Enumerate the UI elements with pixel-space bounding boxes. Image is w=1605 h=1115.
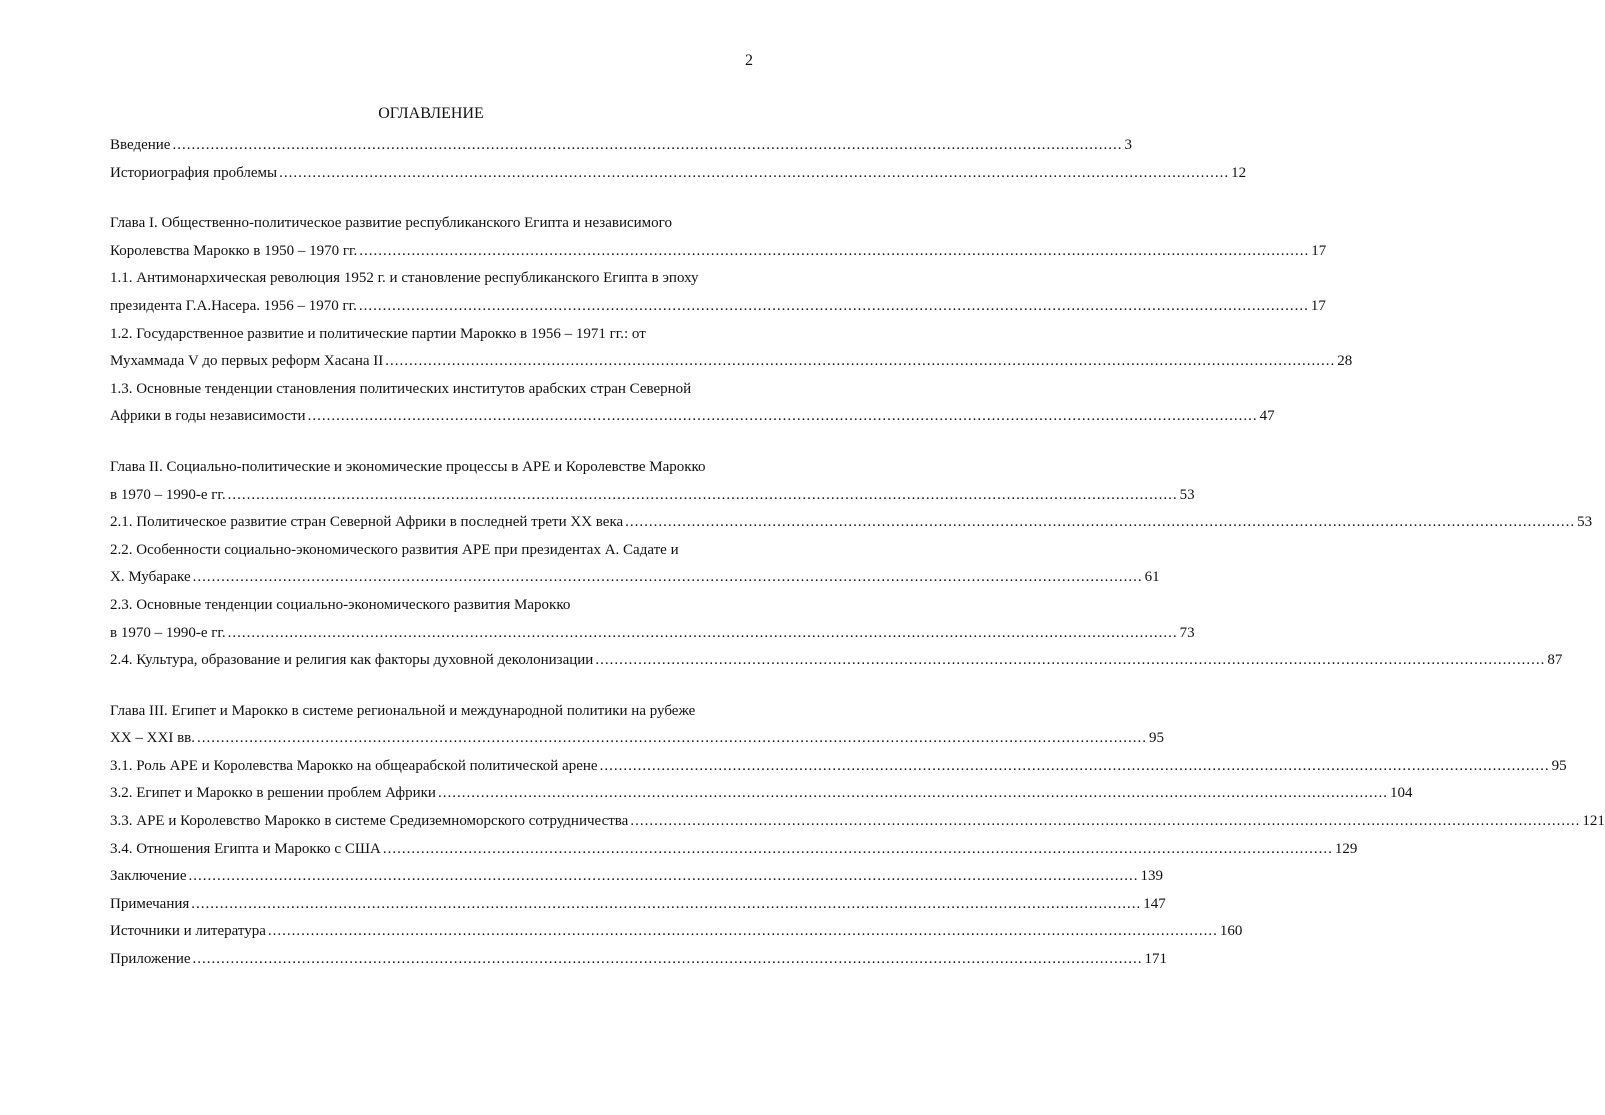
toc-entry-title: Заключение	[110, 868, 187, 885]
toc-entry[interactable]	[110, 321, 1353, 376]
toc-entry-page: 17	[1311, 242, 1327, 259]
dot-leader: ........................................................................................................................................................................................................	[625, 514, 1576, 531]
toc-entry-title: Приложение	[110, 951, 191, 968]
toc-entry[interactable]	[110, 592, 1195, 647]
toc-entry[interactable]	[110, 780, 1413, 808]
section-spacer	[110, 431, 754, 454]
toc-entry-page: 47	[1259, 408, 1275, 425]
toc-entry-page: 73	[1179, 624, 1195, 641]
toc-entry-title: Введение	[110, 137, 171, 153]
toc-entry-title: 3.4. Отношения Египта и Марокко с США	[110, 840, 381, 857]
dot-leader: ........................................................................................................................................................................................................	[267, 923, 1218, 940]
toc-entry-title: Королевства Марокко в 1950 – 1970 гг.	[110, 242, 358, 259]
toc-entry[interactable]	[110, 698, 1164, 753]
toc-entry-title: Историография проблемы	[110, 164, 278, 181]
toc-entry[interactable]	[110, 647, 1563, 675]
toc-entry-page: 28	[1337, 353, 1353, 370]
toc-entry[interactable]	[110, 918, 1243, 946]
dot-leader: ........................................................................................................................................................................................................	[595, 652, 1546, 669]
toc-entry-title: Мухаммада V до первых реформ Хасана II	[110, 353, 384, 370]
toc-entry-page: 171	[1144, 951, 1168, 968]
toc-entry-title: 3.1. Роль АРЕ и Королевства Марокко на общеарабской политической арене	[110, 757, 598, 774]
table-of-contents	[110, 132, 1605, 974]
toc-entry-page: 147	[1143, 895, 1166, 912]
dot-leader: ........................................................................................................................................................................................................	[197, 730, 1147, 747]
dot-leader: ........................................................................................................................................................................................................	[385, 353, 1336, 370]
toc-entry[interactable]	[110, 537, 1160, 592]
section-spacer	[110, 187, 754, 210]
dot-leader: ........................................................................................................................................................................................................	[382, 840, 1333, 857]
dot-leader: ........................................................................................................................................................................................................	[279, 164, 1230, 181]
toc-entry-title: XX – XXI вв.	[110, 730, 195, 747]
toc-entry-title: 1.1. Антимонархическая революция 1952 г. и становление республиканского Египта в эпоху	[110, 270, 699, 287]
toc-entry-title: 3.2. Египет и Марокко в решении проблем Африки	[110, 785, 436, 802]
toc-entry[interactable]	[110, 891, 1166, 919]
toc-entry[interactable]	[110, 808, 1605, 836]
toc-entry[interactable]	[110, 509, 1593, 537]
toc-entry[interactable]	[110, 836, 1358, 864]
toc-entry-page: 3	[1124, 137, 1132, 153]
dot-leader: ........................................................................................................................................................................................................	[307, 408, 1258, 425]
dot-leader: ........................................................................................................................................................................................................	[599, 757, 1550, 774]
dot-leader: ........................................................................................................................................................................................................	[227, 624, 1178, 641]
toc-entry[interactable]	[110, 160, 1247, 188]
toc-entry-title: Х. Мубараке	[110, 569, 191, 586]
dot-leader: ........................................................................................................................................................................................................	[191, 895, 1142, 912]
toc-entry-title: 1.2. Государственное развитие и политические партии Марокко в 1956 – 1971 гг.: от	[110, 325, 646, 342]
dot-leader: ........................................................................................................................................................................................................	[188, 868, 1139, 885]
toc-entry-page: 12	[1231, 164, 1247, 181]
toc-entry[interactable]	[110, 946, 1168, 974]
toc-entry-page: 87	[1547, 652, 1563, 669]
toc-entry[interactable]	[110, 753, 1567, 781]
dot-leader: ........................................................................................................................................................................................................	[192, 951, 1143, 968]
toc-entry-title: президента Г.А.Насера. 1956 – 1970 гг.	[110, 297, 357, 314]
toc-entry-title: 2.2. Особенности социально-экономического развития АРЕ при президентах А. Садате и	[110, 541, 679, 558]
toc-entry-page: 121	[1582, 813, 1605, 830]
toc-entry-page: 160	[1219, 923, 1243, 940]
toc-entry[interactable]	[110, 132, 1132, 160]
toc-entry-title: 3.3. АРЕ и Королевство Марокко в системе Средиземноморского сотрудничества	[110, 813, 629, 830]
toc-entry-page: 53	[1179, 486, 1195, 503]
dot-leader: ........................................................................................................................................................................................................	[172, 137, 1123, 153]
toc-entry[interactable]	[110, 265, 1326, 320]
toc-entry-title: 1.3. Основные тенденции становления политических институтов арабских стран Северной	[110, 380, 692, 397]
toc-entry-title: Глава I. Общественно-политическое развитие республиканского Египта и независимого	[110, 215, 672, 232]
toc-entry[interactable]	[110, 376, 1275, 431]
toc-entry-title: в 1970 – 1990-е гг.	[110, 624, 226, 641]
dot-leader: ........................................................................................................................................................................................................	[359, 242, 1310, 259]
toc-entry-page: 53	[1577, 514, 1593, 531]
toc-entry-page: 139	[1140, 868, 1163, 885]
toc-entry-title: 2.4. Культура, образование и религия как факторы духовной деколонизации	[110, 652, 594, 669]
toc-entry-page: 61	[1144, 569, 1160, 586]
toc-entry-title: Глава III. Египет и Марокко в системе региональной и международной политики на рубеже	[110, 702, 696, 719]
toc-entry[interactable]	[110, 863, 1163, 891]
dot-leader: ........................................................................................................................................................................................................	[358, 297, 1309, 314]
toc-entry-page: 17	[1310, 297, 1326, 314]
page-number: 2	[745, 52, 753, 69]
page-title: ОГЛАВЛЕНИЕ	[378, 105, 484, 122]
toc-entry-title: 2.1. Политическое развитие стран Северной Африки в последней трети XX века	[110, 514, 624, 531]
section-spacer	[110, 675, 754, 698]
toc-entry-page: 104	[1389, 785, 1413, 802]
dot-leader: ........................................................................................................................................................................................................	[192, 569, 1143, 586]
toc-entry-title: 2.3. Основные тенденции социально-экономического развития Марокко	[110, 596, 571, 613]
toc-entry[interactable]	[110, 210, 1327, 265]
dot-leader: ........................................................................................................................................................................................................	[630, 813, 1581, 830]
toc-entry-title: в 1970 – 1990-е гг.	[110, 486, 226, 503]
dot-leader: ........................................................................................................................................................................................................	[437, 785, 1388, 802]
toc-entry-page: 95	[1551, 757, 1567, 774]
toc-entry-title: Источники и литература	[110, 923, 266, 940]
toc-entry-title: Глава II. Социально-политические и экономические процессы в АРЕ и Королевстве Марокко	[110, 458, 706, 475]
toc-entry-page: 95	[1149, 730, 1164, 747]
toc-entry[interactable]	[110, 454, 1195, 509]
toc-entry-title: Африки в годы независимости	[110, 408, 306, 425]
dot-leader: ........................................................................................................................................................................................................	[227, 486, 1178, 503]
toc-entry-title: Примечания	[110, 895, 190, 912]
toc-entry-page: 129	[1334, 840, 1358, 857]
